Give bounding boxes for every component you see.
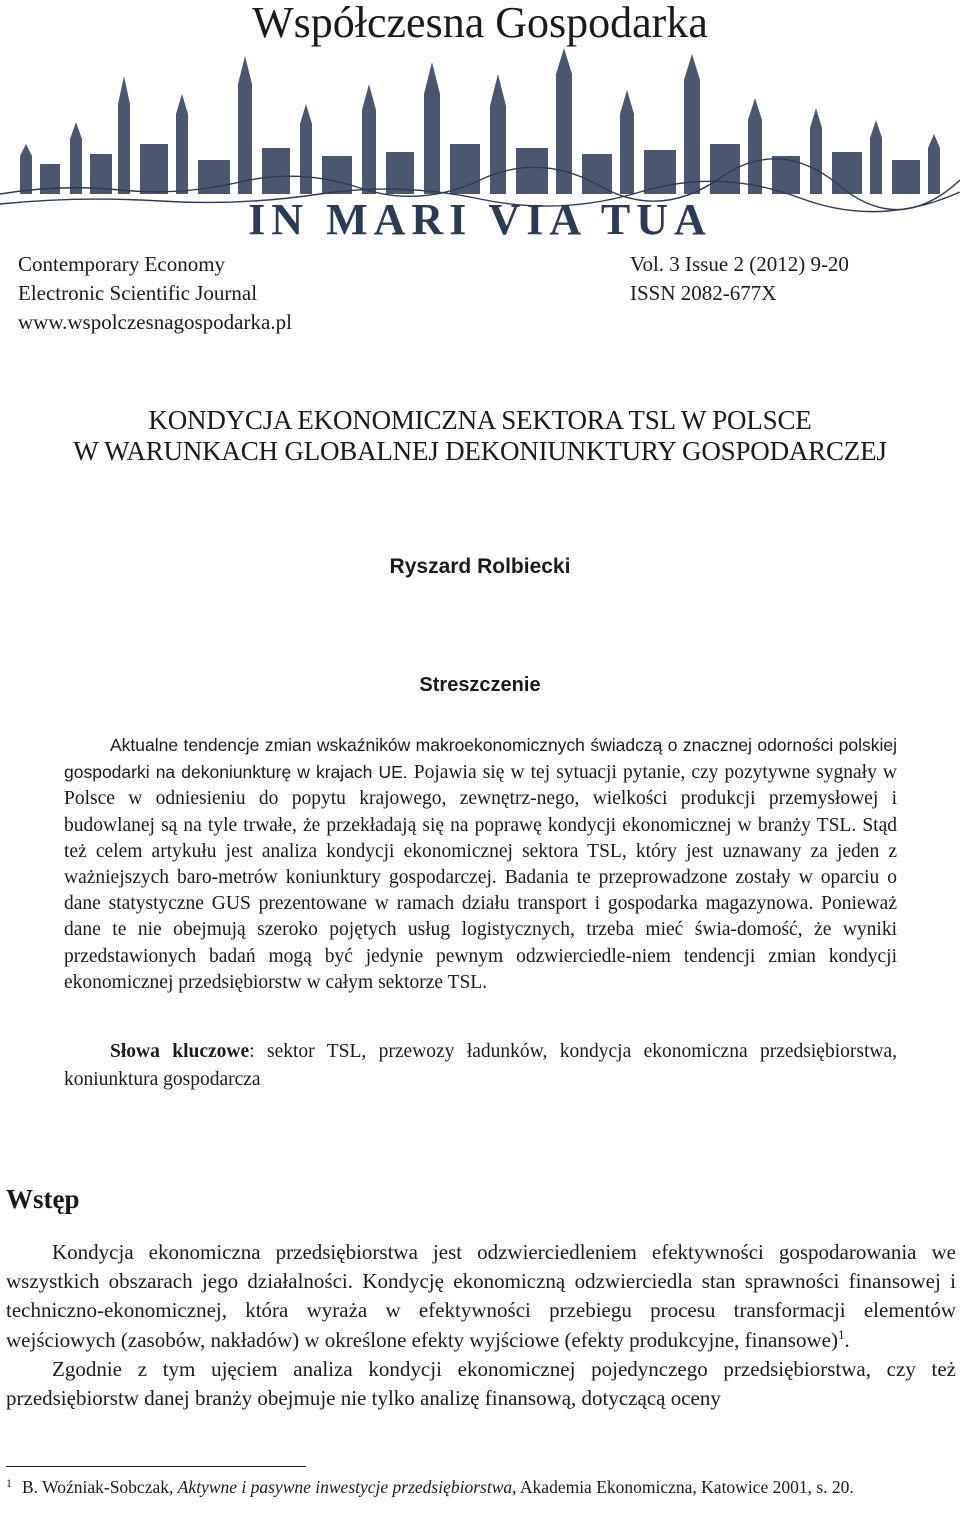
volume-issue: Vol. 3 Issue 2 (2012) 9-20 — [630, 252, 849, 276]
footnote-book-title: Aktywne i pasywne inwestycje przedsiębiorstwa — [177, 1477, 513, 1497]
section-heading: Wstęp — [6, 1184, 80, 1214]
journal-type: Electronic Scientific Journal — [18, 281, 258, 305]
keywords-label: Słowa kluczowe — [110, 1041, 250, 1062]
city-skyline-banner — [0, 44, 960, 240]
footnote-divider — [6, 1466, 306, 1467]
issn: ISSN 2082-677X — [630, 281, 777, 305]
abstract-rest: Pojawia się w tej sytuacji pytanie, czy pozytywne sygnały w Polsce w odniesieniu do popytu krajowego, zewnętrz-nego, wielkości produkcji przemysłowej i budowlanej są na tyle trwałe, że przekładają się na poprawę kondycji ekonomicznej w branży TSL. Stąd też celem artykułu jest analiza kondycji ekonomicznej sektora TSL, który jest uznawany za jeden z ważniejszych baro-metrów koniunktury gospodarczej. Badania te przeprowadzone zostały w oparciu o dane statystyczne GUS prezentowane w ramach działu transport i gospodarka magazynowa. Ponieważ dane te nie obejmują szeroko pojętych usług logistycznych, trzeba mieć świa-domość, że wyniki przedstawionych badań mogą być jedynie pewnym odzwierciedle-niem tendencji zmian kondycji ekonomicznej przedsiębiorstw w całym sektorze TSL. — [64, 762, 897, 993]
paragraph-1-end: . — [844, 1327, 850, 1352]
author-name: Ryszard Rolbiecki — [389, 555, 571, 578]
abstract-paragraph — [64, 732, 897, 996]
footnote-reference[interactable]: 1 — [837, 1326, 845, 1342]
article-title-line-2: W WARUNKACH GLOBALNEJ DEKONIUNKTURY GOSPODARCZEJ — [73, 436, 887, 466]
section-body — [6, 1238, 956, 1413]
footnote — [6, 1472, 956, 1499]
journal-url[interactable]: www.wspolczesnagospodarka.pl — [18, 310, 292, 334]
motto-text: IN MARI VIA TUA — [248, 195, 712, 240]
keywords — [64, 1038, 897, 1094]
article-title — [0, 405, 960, 467]
abstract-heading: Streszczenie — [419, 674, 541, 696]
abstract-lead: Aktualne tendencje zmian wskaźników makroekonomicznych świadczą o znacznej odorności polskiej gospodarki na dekoniunkturę w krajach UE. — [64, 735, 897, 783]
abstract-body — [64, 732, 897, 996]
article-title-line-1: KONDYCJA EKONOMICZNA SEKTORA TSL W POLSCE — [148, 405, 812, 435]
journal-title: Współczesna Gospodarka — [252, 0, 708, 47]
keywords-text: : sektor TSL, przewozy ładunków, kondycja ekonomiczna przedsiębiorstwa, koniunktura gospodarcza — [64, 1041, 897, 1090]
footnote-number: 1 — [6, 1476, 12, 1490]
journal-name-en: Contemporary Economy — [18, 252, 226, 276]
paragraph — [6, 1238, 956, 1355]
paragraph-2-text: Zgodnie z tym ujęciem analiza kondycji ekonomicznej pojedynczego przedsiębiorstwa, czy też przedsiębiorstw danej branży obejmuje nie tylko analizę finansową, dotyczącą oceny — [6, 1356, 956, 1411]
paragraph — [6, 1355, 956, 1413]
paragraph-1-text: Kondycja ekonomiczna przedsiębiorstwa jest odzwierciedleniem efektywności gospodarowania we wszystkich obszarach jego działalności. Kondycję ekonomiczną odzwierciedla stan sprawności finansowej i techniczno-ekonomicznej, która wyraża w efektywności przebiegu procesu transformacji elementów wejściowych (zasobów, nakładów) w określone efekty wyjściowe (efekty produkcyjne, finansowe) — [6, 1240, 956, 1352]
footnote-author: B. Woźniak-Sobczak, — [22, 1477, 178, 1497]
footnote-rest: , Akademia Ekonomiczna, Katowice 2001, s. 20. — [512, 1477, 854, 1497]
journal-info-left — [18, 250, 292, 337]
journal-info-right — [630, 250, 849, 308]
